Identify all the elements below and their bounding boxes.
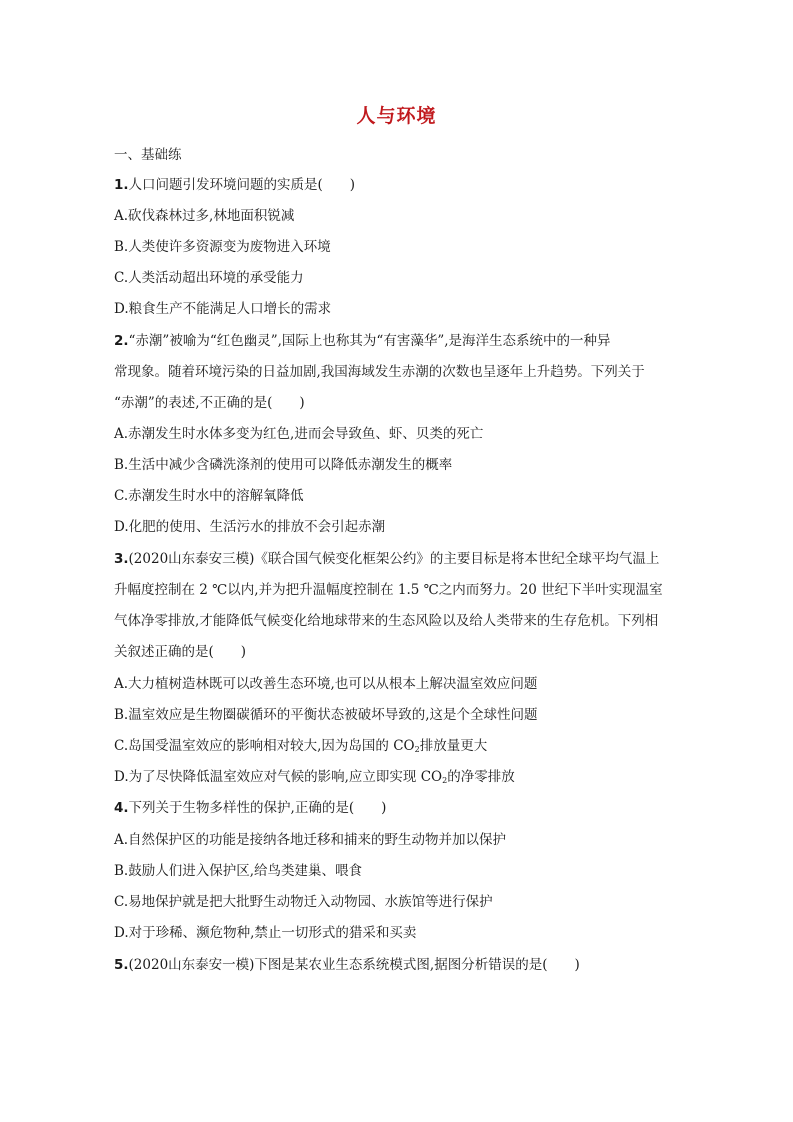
question-2-option-a: A.赤潮发生时水体多变为红色,进而会导致鱼、虾、贝类的死亡 bbox=[114, 426, 484, 442]
question-2-option-b: B.生活中减少含磷洗涤剂的使用可以降低赤潮发生的概率 bbox=[114, 457, 453, 473]
question-text: 人口问题引发环境问题的实质是( ) bbox=[128, 177, 356, 193]
question-4-stem bbox=[114, 799, 386, 817]
question-number: 2. bbox=[114, 333, 129, 349]
question-text: “赤潮”被喻为“红色幽灵”,国际上也称其为“有害藻华”,是海洋生态系统中的一种异 bbox=[128, 333, 611, 349]
question-2-stem-line-1 bbox=[114, 332, 611, 350]
question-number: 1. bbox=[114, 177, 129, 193]
option-text: 排放量更大 bbox=[419, 738, 488, 754]
question-3-option-b: B.温室效应是生物圈碳循环的平衡状态被破坏导致的,这是个全球性问题 bbox=[114, 707, 538, 723]
question-4-option-a: A.自然保护区的功能是接纳各地迁移和捕来的野生动物并加以保护 bbox=[114, 832, 507, 848]
subscript: 2 bbox=[442, 776, 448, 785]
question-2-option-d: D.化肥的使用、生活污水的排放不会引起赤潮 bbox=[114, 519, 386, 535]
question-4-option-d: D.对于珍稀、濒危物种,禁止一切形式的猎采和买卖 bbox=[114, 925, 417, 941]
question-1-option-d: D.粮食生产不能满足人口增长的需求 bbox=[114, 301, 332, 317]
question-3-option-a: A.大力植树造林既可以改善生态环境,也可以从根本上解决温室效应问题 bbox=[114, 676, 538, 692]
question-2-stem-line-3: “赤潮”的表述,不正确的是( ) bbox=[114, 395, 305, 411]
question-3-stem-line-1 bbox=[114, 550, 659, 568]
option-text: C.岛国受温室效应的影响相对较大,因为岛国的 CO bbox=[114, 738, 415, 754]
question-3-stem-line-3: 气体净零排放,才能降低气候变化给地球带来的生态风险以及给人类带来的生存危机。下列相 bbox=[114, 613, 659, 629]
question-2-option-c: C.赤潮发生时水中的溶解氧降低 bbox=[114, 488, 304, 504]
question-5-stem bbox=[114, 956, 580, 974]
question-3-stem-line-2: 升幅度控制在 2 ℃以内,并为把升温幅度控制在 1.5 ℃之内而努力。20 世纪下半叶实现温室 bbox=[114, 582, 663, 598]
question-text: (2020山东泰安三模)《联合国气候变化框架公约》的主要目标是将本世纪全球平均气温上 bbox=[128, 551, 660, 567]
question-3-option-d bbox=[114, 768, 515, 790]
question-number: 4. bbox=[114, 800, 129, 816]
section-heading: 一、基础练 bbox=[114, 147, 182, 163]
question-3-stem-line-4: 关叙述正确的是( ) bbox=[114, 644, 247, 660]
question-text: (2020山东泰安一模)下图是某农业生态系统模式图,据图分析错误的是( ) bbox=[128, 957, 580, 973]
subscript: 2 bbox=[414, 745, 420, 754]
question-number: 5. bbox=[114, 957, 129, 973]
question-3-option-c bbox=[114, 737, 487, 759]
question-number: 3. bbox=[114, 551, 129, 567]
option-text: D.为了尽快降低温室效应对气候的影响,应立即实现 CO bbox=[114, 769, 443, 785]
question-4-option-b: B.鼓励人们进入保护区,给鸟类建巢、喂食 bbox=[114, 863, 363, 879]
question-2-stem-line-2: 常现象。随着环境污染的日益加剧,我国海域发生赤潮的次数也呈逐年上升趋势。下列关于 bbox=[114, 364, 645, 380]
question-4-option-c: C.易地保护就是把大批野生动物迁入动物园、水族馆等进行保护 bbox=[114, 894, 493, 910]
page-title: 人与环境 bbox=[356, 105, 437, 127]
question-text: 下列关于生物多样性的保护,正确的是( ) bbox=[128, 800, 387, 816]
option-text: 的净零排放 bbox=[447, 769, 515, 785]
question-1-option-a: A.砍伐森林过多,林地面积锐减 bbox=[114, 208, 295, 224]
question-1-stem bbox=[114, 176, 355, 194]
question-1-option-b: B.人类使许多资源变为废物进入环境 bbox=[114, 239, 331, 255]
question-1-option-c: C.人类活动超出环境的承受能力 bbox=[114, 270, 304, 286]
